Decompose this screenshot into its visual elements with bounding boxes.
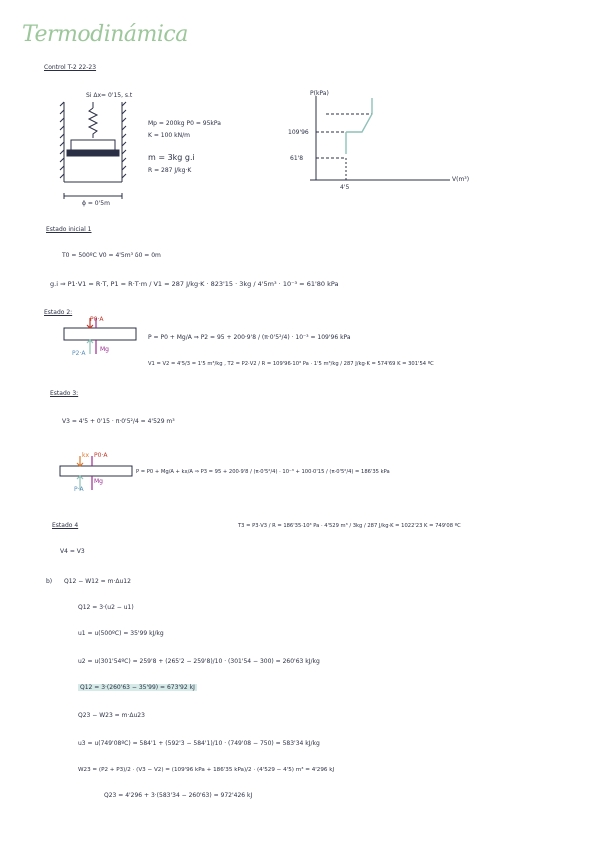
partb-line-4: u2 = u(301'54ºC) = 259'8 + (265'2 − 259'8)/10 · (301'54 − 300) = 260'63 kJ/kg: [78, 658, 320, 665]
estado2-heading: Estado 2:: [44, 309, 73, 316]
estado2-force-p2a: P2·A: [72, 350, 86, 357]
partb-line-6: Q23 − W23 = m·Δu23: [78, 712, 145, 719]
estado4-volume: V4 = V3: [60, 548, 85, 555]
estado3-pressure-eq: P = P0 + Mg/A + kx/A ⇒ P3 = 95 + 200·9'8 / (π·0'5²/4) · 10⁻³ + 100·0'15 / (π·0'5²/4) = 186'35 kPa: [136, 469, 390, 475]
highlight-q12: Q12 = 3·(260'63 − 35'99) = 673'92 kJ: [80, 684, 195, 691]
delta-x-label: Si Δx= 0'15, s.t: [86, 92, 133, 99]
pv-xlabel: V(m³): [452, 176, 470, 183]
estado3-volume: V3 = 4'5 + 0'15 · π·0'5²/4 = 4'529 m³: [62, 418, 175, 425]
estado3-force-mg: Mg: [94, 478, 103, 485]
estado1-equation: g.i ⇒ P1·V1 = R·T, P1 = R·T·m / V1 = 287 J/kg·K · 823'15 · 3kg / 4'5m³ · 10⁻³ = 61'80 kPa: [50, 280, 339, 288]
partb-line-1: Q12 − W12 = m·Δu12: [64, 578, 131, 585]
pv-tick-v: 4'5: [340, 184, 350, 191]
estado3-force-kx: kx: [82, 452, 90, 459]
estado3-force-p0a: P0·A: [94, 452, 108, 459]
estado4-heading: Estado 4: [52, 522, 79, 529]
partb-line-8: W23 = (P2 + P3)/2 · (V3 − V2) = (109'96 kPa + 186'35 kPa)/2 · (4'529 − 4'5) m³ = 4'296 kJ: [78, 767, 335, 773]
gas-constant-label: R = 287 J/kg·K: [148, 167, 192, 174]
diameter-label: ϕ = 0'5m: [82, 200, 110, 207]
partb-label: b): [46, 578, 53, 585]
pv-ylabel: P(kPa): [310, 90, 329, 97]
pv-tick-p1: 61'8: [290, 155, 304, 162]
estado3-heading: Estado 3:: [50, 390, 79, 397]
estado2-force-p0a: P0·A: [90, 316, 104, 323]
estado2-force-mg: Mg: [100, 346, 109, 353]
estado1-values: T0 = 500ºC V0 = 4'5m³ δ0 = 0m: [62, 252, 161, 259]
estado2-pressure-eq: P = P0 + Mg/A ⇒ P2 = 95 + 200·9'8 / (π·0'5²/4) · 10⁻³ = 109'96 kPa: [148, 334, 351, 341]
mass-pressure-label: Mp = 200kg P0 = 95kPa: [148, 120, 221, 127]
gas-mass-label: m = 3kg g.i: [148, 153, 195, 162]
partb-line-7: u3 = u(749'08ºC) = 584'1 + (592'3 − 584'1)/10 · (749'08 − 750) = 583'34 kJ/kg: [78, 740, 320, 747]
piston-cylinder-diagram: [58, 92, 138, 212]
section-header: Control T-2 22-23: [44, 64, 97, 71]
estado3-force-pa: P·A: [74, 486, 84, 493]
partb-line-2: Q12 = 3·(u2 − u1): [78, 604, 134, 611]
partb-line-9: Q23 = 4'296 + 3·(583'34 − 260'63) = 972'426 kJ: [104, 792, 253, 799]
pv-diagram: [300, 88, 470, 188]
spring-constant-label: K = 100 kN/m: [148, 132, 190, 139]
estado4-temperature-eq: T3 = P3·V3 / R = 186'35·10³ Pa · 4'529 m³ / 3kg / 287 J/kg·K = 1022'23 K = 749'08 ºC: [238, 523, 461, 529]
estado1-heading: Estado inicial 1: [46, 226, 92, 233]
pv-tick-p2: 109'96: [288, 129, 309, 136]
partb-line-3: u1 = u(500ºC) = 35'99 kJ/kg: [78, 630, 164, 637]
page-title: Termodinámica: [22, 22, 188, 47]
partb-line-5: [78, 684, 197, 692]
estado2-temperature-eq: V1 = V2 = 4'5/3 = 1'5 m³/kg , T2 = P2·V2 / R = 109'96·10³ Pa · 1'5 m³/kg / 287 J/kg·K = 574'69 K = 301'54 ºC: [148, 361, 434, 367]
